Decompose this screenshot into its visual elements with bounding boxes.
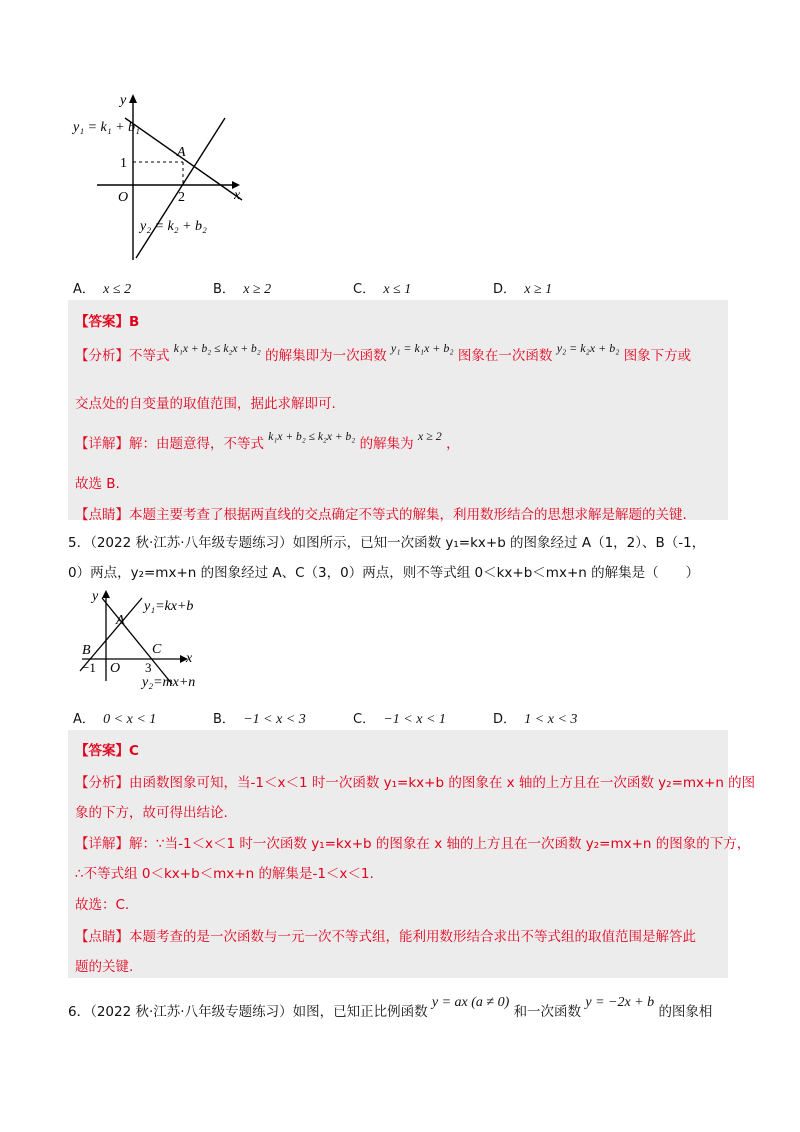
line2-label: y₂ = k₂ + b₂ bbox=[140, 219, 207, 234]
q5-comment-line1: 【点睛】本题考查的是一次函数与一元一次不等式组，能利用数形结合求出不等式组的取值范围是解答此 bbox=[75, 929, 696, 945]
q5-option-b: B． −1 < x < 3 bbox=[213, 712, 306, 727]
q4-analysis-line2: 交点处的自变量的取值范围，据此求解即可. bbox=[75, 396, 336, 412]
tick-neg1: −1 bbox=[82, 660, 96, 675]
q4-option-b: B． x ≥ 2 bbox=[213, 282, 272, 297]
origin-label: O bbox=[110, 661, 121, 676]
q5-option-a: A． 0 < x < 1 bbox=[73, 712, 157, 727]
origin-label: O bbox=[118, 190, 129, 205]
line1-label: y₁=kx+b bbox=[144, 599, 194, 614]
q4-option-c: C． x ≤ 1 bbox=[353, 282, 412, 297]
y-axis-label: y bbox=[92, 589, 99, 604]
y-axis-label: y bbox=[120, 93, 127, 108]
q4-answer: 【答案】B bbox=[75, 314, 140, 330]
x-axis-label: x bbox=[234, 188, 241, 203]
q4-analysis-line1: 【分析】不等式 k₁x + b₂ ≤ k₂x + b₂ 的解集即为一次函数 y₁ = k₁x + b₂ 图象在一次函数 y₂ = k₂x + b₂ 图象下方或 bbox=[75, 341, 692, 364]
q5-stem-line1: 5．（2022 秋·江苏·八年级专题练习）如图所示，已知一次函数 y₁=kx+b 的图象经过 A（1，2）、B（-1， bbox=[68, 535, 706, 551]
q5-detail-line2: ∴不等式组 0＜kx+b＜mx+n 的解集是-1＜x＜1. bbox=[75, 866, 374, 882]
tick-y-1: 1 bbox=[120, 156, 127, 171]
point-b-label: B bbox=[82, 643, 91, 658]
q5-choose: 故选：C. bbox=[75, 897, 130, 913]
q4-choose: 故选 B. bbox=[75, 476, 120, 492]
q5-analysis-line1: 【分析】由函数图象可知，当-1＜x＜1 时一次函数 y₁=kx+b 的图象在 x 轴的上方且在一次函数 y₂=mx+n 的图 bbox=[75, 775, 756, 791]
point-a-label: A bbox=[177, 145, 186, 160]
q5-stem-line2: 0）两点，y₂=mx+n 的图象经过 A、C（3，0）两点，则不等式组 0＜kx+b＜mx+n 的解集是（ ） bbox=[68, 565, 700, 581]
q4-detail: 【详解】解：由题意得，不等式 k₁x + b₂ ≤ k₂x + b₂ 的解集为 x ≥ 2 ， bbox=[75, 429, 460, 452]
line2-label: y₂=mx+n bbox=[142, 675, 196, 690]
graph-1 bbox=[70, 88, 250, 268]
q5-analysis-line2: 象的下方，故可得出结论. bbox=[75, 805, 228, 821]
q6-stem: 6．（2022 秋·江苏·八年级专题练习）如图，已知正比例函数 y = ax (a ≠ 0) 和一次函数 y = −2x + b 的图象相 bbox=[68, 995, 713, 1020]
tick-3: 3 bbox=[145, 660, 152, 675]
q4-option-a: A． x ≤ 2 bbox=[73, 282, 132, 297]
tick-x-2: 2 bbox=[178, 190, 185, 205]
point-c-label: C bbox=[152, 642, 162, 657]
graph-2 bbox=[72, 586, 232, 694]
q5-comment-line2: 题的关键. bbox=[75, 959, 134, 975]
q5-answer: 【答案】C bbox=[75, 743, 139, 759]
q5-detail-line1: 【详解】解：∵当-1＜x＜1 时一次函数 y₁=kx+b 的图象在 x 轴的上方且在一次函数 y₂=mx+n 的图象的下方， bbox=[75, 836, 751, 852]
x-axis-label: x bbox=[186, 651, 193, 666]
point-a-label: A bbox=[116, 613, 125, 628]
line1-label: y₁ = k₁ + b₁ bbox=[73, 120, 140, 135]
q4-comment: 【点睛】本题主要考查了根据两直线的交点确定不等式的解集，利用数形结合的思想求解是解题的关键. bbox=[75, 507, 687, 523]
q5-option-d: D． 1 < x < 3 bbox=[493, 712, 578, 727]
q5-option-c: C． −1 < x < 1 bbox=[353, 712, 446, 727]
q4-option-d: D． x ≥ 1 bbox=[493, 282, 553, 297]
